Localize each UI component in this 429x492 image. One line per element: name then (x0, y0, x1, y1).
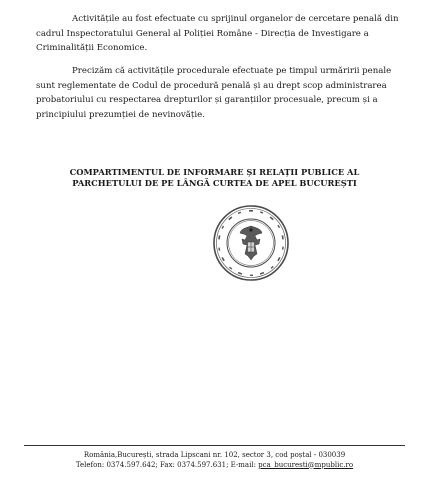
department-heading (30, 167, 399, 189)
heading-line-1: COMPARTIMENTUL DE INFORMARE ȘI RELAȚII PUBLICE AL (69, 167, 360, 177)
paragraph-line: sunt reglementate de Codul de procedură penală și au drept scop administrarea (36, 80, 387, 91)
footer (24, 451, 405, 470)
footer-contact (24, 461, 405, 471)
footer-divider (24, 445, 405, 446)
paragraph-line: probatoriului cu respectarea drepturilor și garanțiilor procesuale, precum și a (36, 95, 378, 105)
paragraph-line: Criminalității Economice. (36, 43, 148, 53)
paragraph-line: cadrul Inspectoratului General al Poliției Române - Direcția de Investigare a (36, 28, 369, 39)
heading-line-2: PARCHETULUI DE PE LÂNGĂ CURTEA DE APEL BUCUREȘTI (72, 178, 357, 188)
activities-paragraph (36, 12, 399, 56)
footer-phone-fax: Telefon: 0374.597.642; Fax: 0374.597.631; E-mail: (75, 460, 259, 469)
footer-address: România,București, strada Lipscani nr. 102, sector 3, cod poștal - 030039 (83, 451, 346, 459)
paragraph-line: Precizăm că activitățile procedurale efectuate pe timpul urmăririi penale (72, 66, 392, 76)
paragraph-line: Activitățile au fost efectuate cu sprijinul organelor de cercetare penală din (72, 14, 399, 24)
paragraph-line: principiului prezumției de nevinovăție. (36, 109, 205, 120)
procedural-paragraph (36, 64, 396, 122)
email-link[interactable]: pca_bucuresti@mpublic.ro (258, 460, 354, 469)
official-stamp-icon (212, 204, 290, 282)
